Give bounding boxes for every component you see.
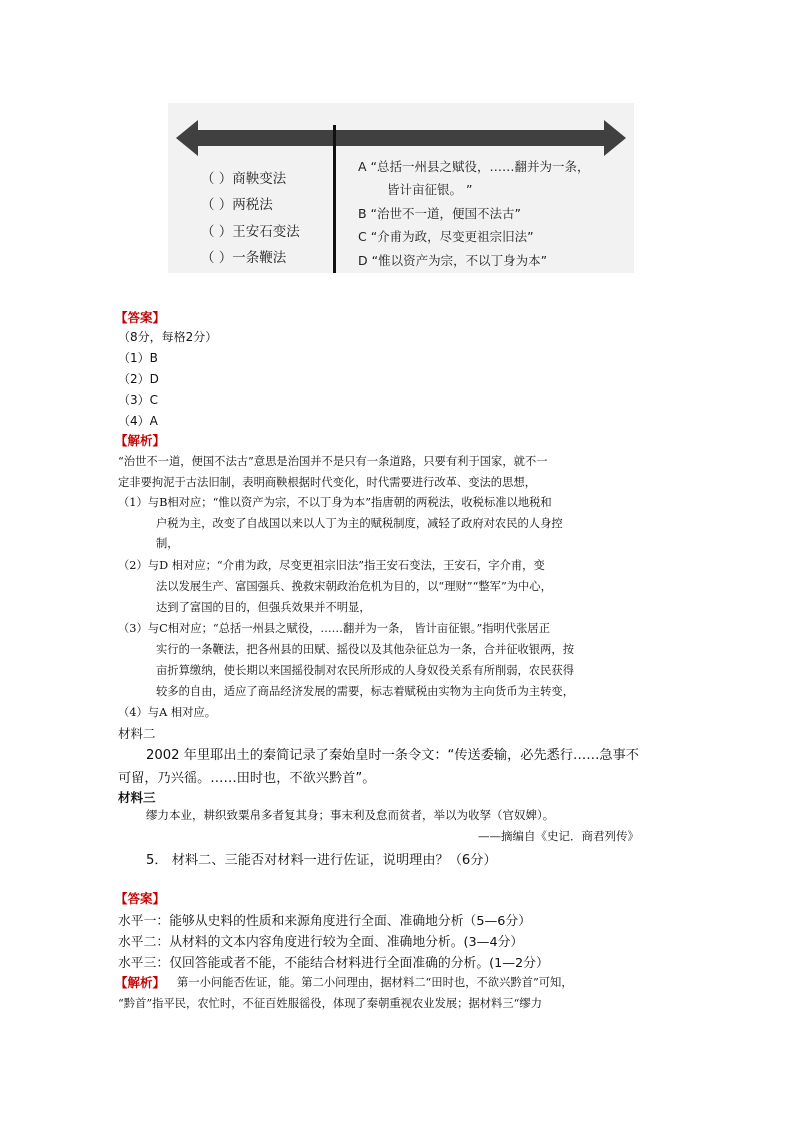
- question-five: 5． 材料二、三能否对材料一进行佐证，说明理由？（6分）: [146, 853, 497, 868]
- double-arrow-icon: [168, 103, 634, 163]
- vertical-divider: [333, 125, 336, 273]
- level-three: 水平三：仅回答能或者不能，不能结合材料进行全面准确的分析。(1—2分）: [118, 956, 549, 971]
- analysis-line: （1）与B相对应；“惟以资产为宗，不以丁身为本”指唐朝的两税法，收税标准以地税和: [118, 496, 552, 509]
- figure-left-item: （ ）商鞅变法: [201, 171, 287, 187]
- analysis-header-2: 【解析】: [115, 975, 166, 990]
- material-three-title: 材料三: [118, 790, 156, 805]
- material-two-line: 2002 年里耶出土的秦简记录了秦始皇时一条令文：“传送委输，必先悉行……急事不: [146, 748, 639, 763]
- answer-line: （3）C: [118, 393, 159, 407]
- analysis-two-line: 第一小问能否佐证，能。第二小问理由，据材料二“田时也，不欲兴黔首”可知，: [177, 976, 573, 989]
- analysis-line: 实行的一条鞭法，把各州县的田赋、摇役以及其他杂征总为一条，合并征收银两，按: [156, 643, 574, 656]
- figure-left-item: （ ）一条鞭法: [201, 250, 287, 266]
- analysis-line: 达到了富国的目的，但强兵效果并不明显，: [156, 601, 371, 614]
- analysis-two-line: “黔首”指平民，农忙时，不征百姓服徭役，体现了秦朝重视农业发展；据材料三“缪力: [118, 997, 543, 1010]
- answer-line: （2）D: [118, 372, 159, 386]
- timeline-figure: [168, 103, 634, 273]
- analysis-header: 【解析】: [115, 433, 166, 448]
- answer-line: （8分，每格2分）: [118, 330, 218, 344]
- figure-left-item: （ ）两税法: [201, 197, 273, 213]
- answer-line: （4）A: [118, 414, 158, 428]
- level-two: 水平二：从材料的文本内容角度进行较为全面、准确地分析。(3—4分）: [118, 935, 524, 950]
- figure-right-item: D “惟以资产为宗，不以丁身为本”: [358, 253, 548, 268]
- figure-right-item: C “介甫为政，尽变更祖宗旧法”: [358, 229, 534, 244]
- answer-line: （1）B: [118, 351, 158, 365]
- analysis-line: 定非要拘泥于古法旧制，表明商鞅根据时代变化，时代需要进行改革、变法的思想，: [118, 476, 536, 489]
- material-three-text: 缪力本业，耕织致粟帛多者复其身；事末利及怠而贫者，举以为收孥（官奴婢）。: [146, 808, 555, 822]
- analysis-line: （4）与A 相对应。: [118, 706, 217, 719]
- material-two-line: 可留，乃兴徭。……田时也，不欲兴黔首”。: [118, 771, 376, 786]
- analysis-line: （2）与D 相对应；“介甫为政，尽变更祖宗旧法”指王安石变法，王安石，字介甫，变: [118, 559, 545, 572]
- analysis-line: 法以发展生产、富国强兵、挽救宋朝政治危机为目的，以“理财”“整军”为中心，: [156, 580, 552, 593]
- analysis-line: 户税为主，改变了自战国以来以人丁为主的赋税制度，减轻了政府对农民的人身控: [156, 517, 563, 530]
- figure-right-item: B “治世不一道，便国不法古”: [358, 206, 522, 221]
- material-three-source: ——摘编自《史记．商君列传》: [478, 829, 639, 843]
- answer-header: 【答案】: [115, 310, 166, 325]
- figure-left-item: （ ）王安石变法: [201, 224, 300, 240]
- analysis-line: “治世不一道，便国不法古”意思是治国并不是只有一条道路，只要有利于国家，就不一: [118, 455, 548, 468]
- figure-right-item: A “总括一州县之赋役，……翻并为一条，: [358, 159, 590, 174]
- figure-right-item: 皆计亩征银。 ”: [387, 182, 473, 197]
- analysis-line: 制，: [156, 537, 179, 550]
- answer-header-2: 【答案】: [115, 891, 166, 906]
- analysis-line: 较多的自由，适应了商品经济发展的需要，标志着赋税由实物为主向货币为主转变，: [156, 685, 574, 698]
- analysis-line: 亩折算缴纳，使长期以来国摇役制对农民所形成的人身奴役关系有所削弱，农民获得: [156, 664, 574, 677]
- level-one: 水平一：能够从史料的性质和来源角度进行全面、准确地分析（5—6分）: [118, 914, 531, 929]
- material-two-title: 材料二: [118, 726, 156, 741]
- analysis-line: （3）与C相对应；“总括一州县之赋役，……翻并为一条， 皆计亩征银。”指明代张居正: [118, 622, 551, 635]
